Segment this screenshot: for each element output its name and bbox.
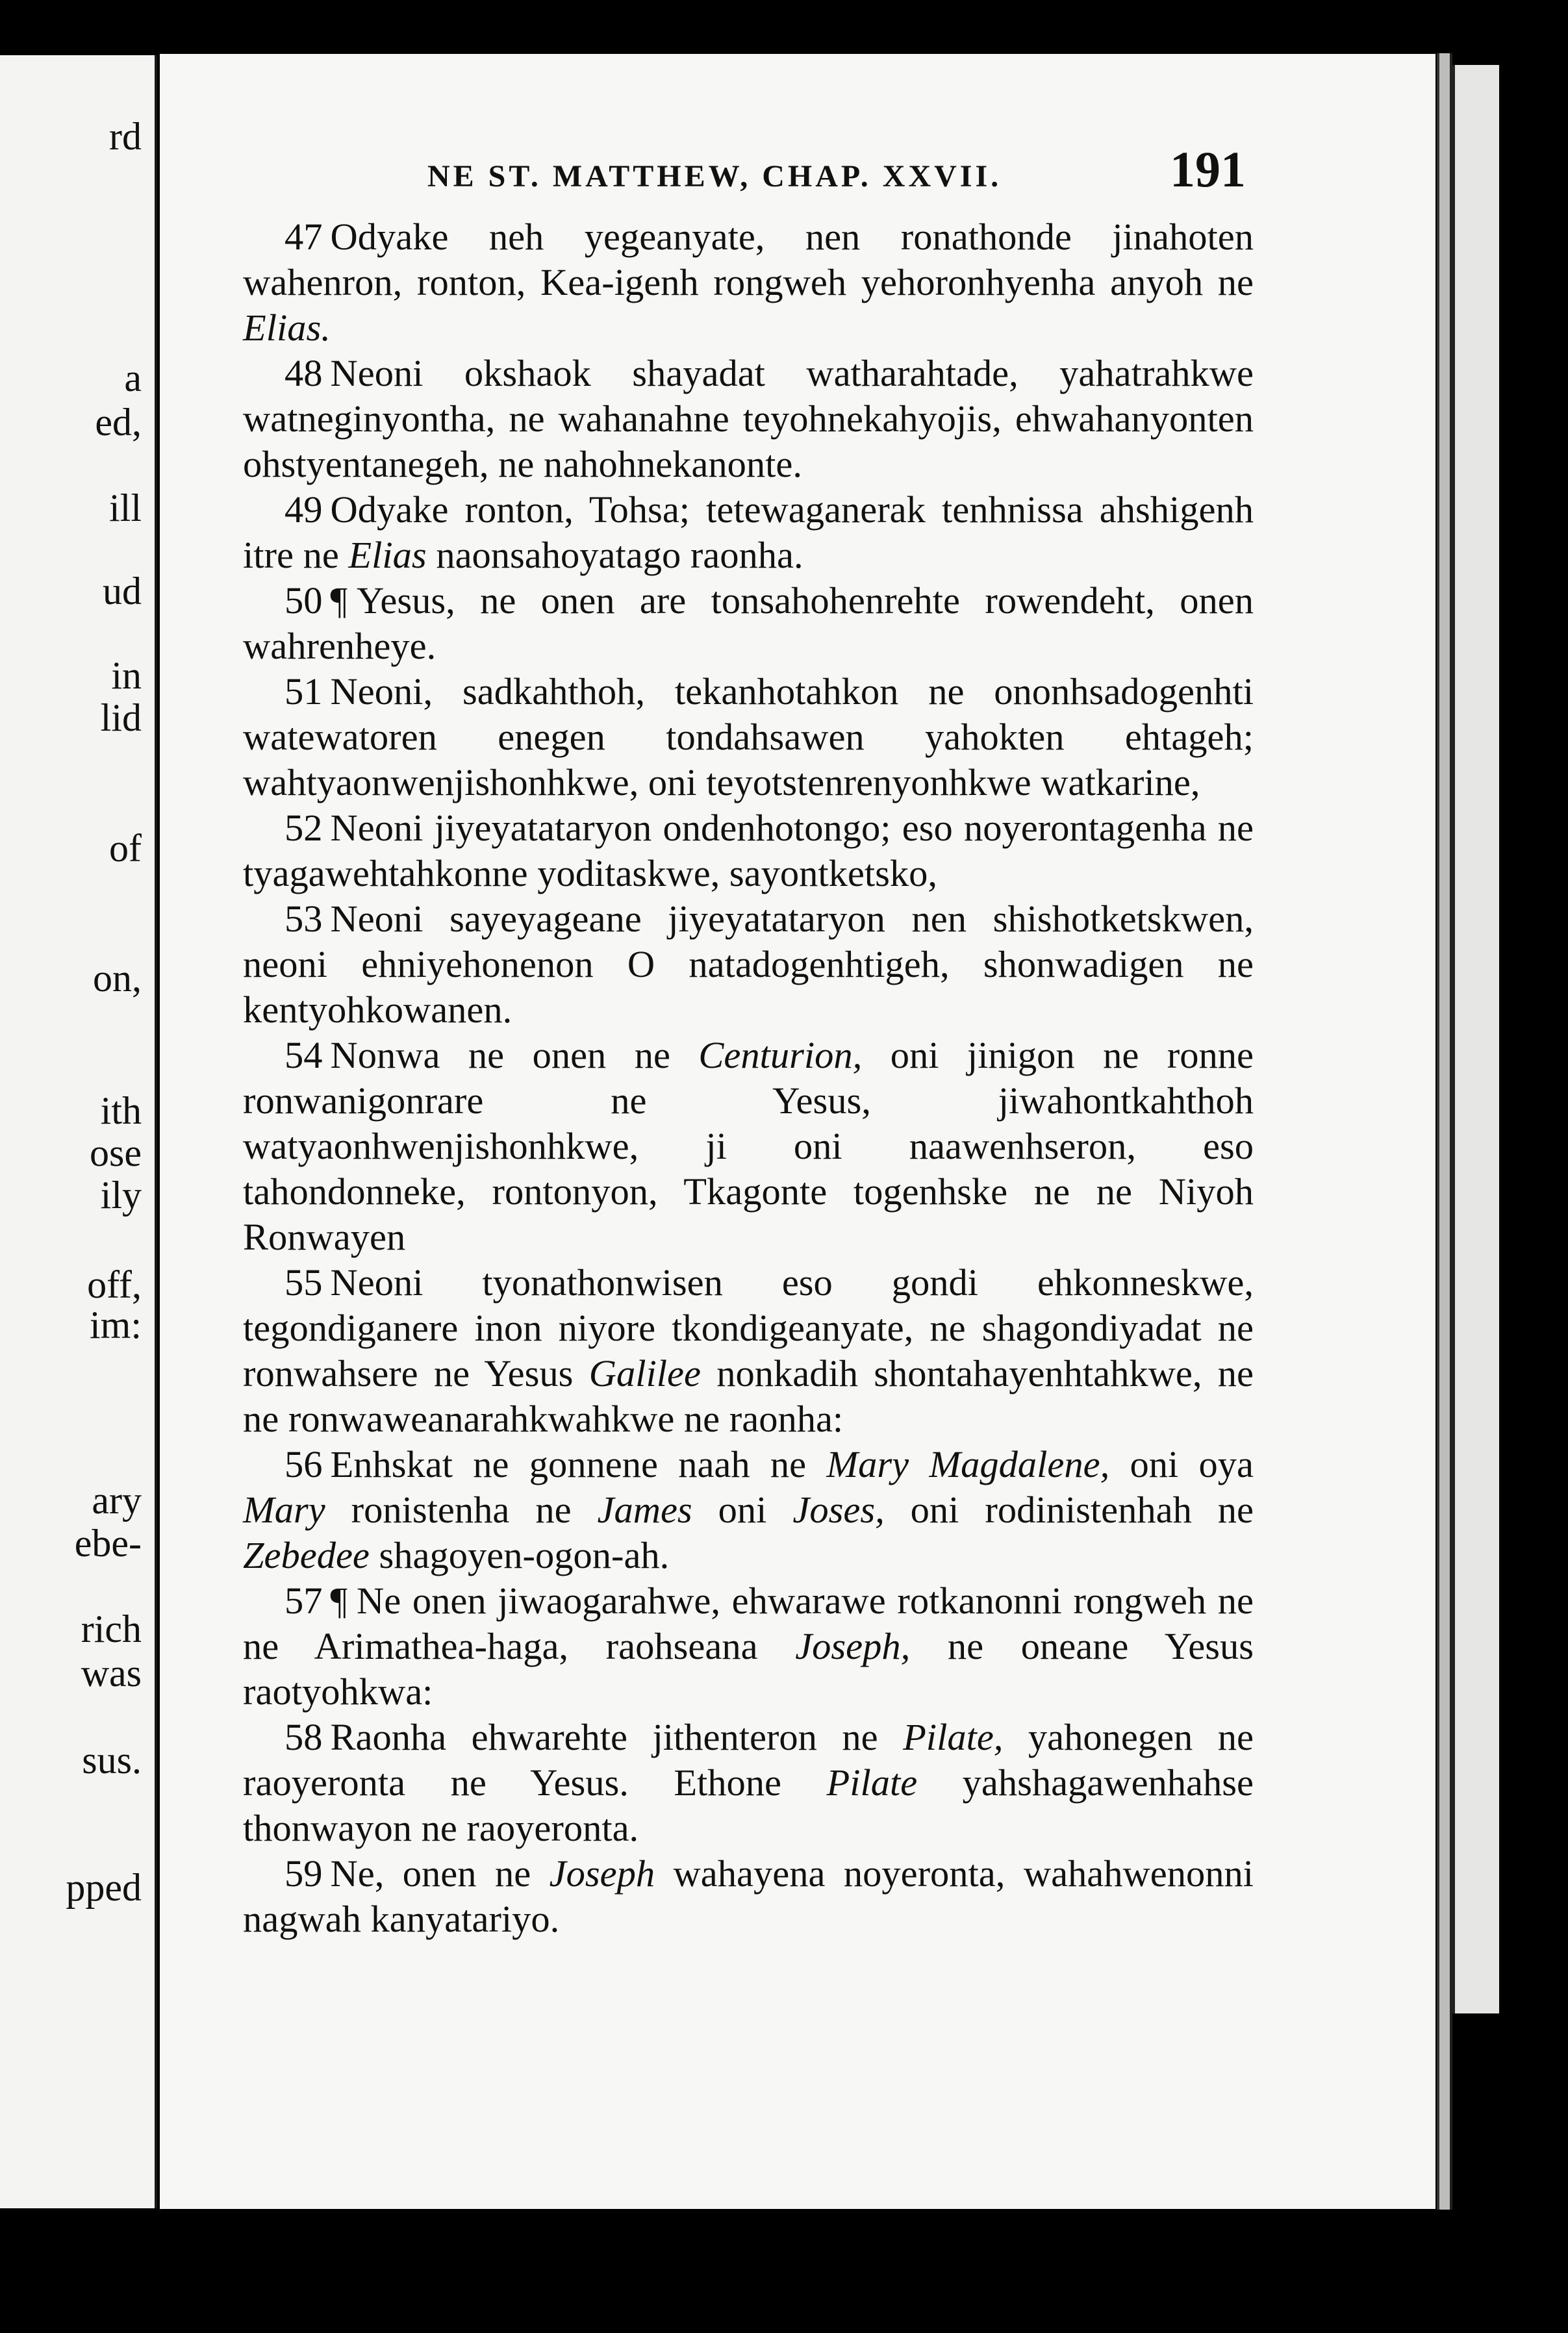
verse-number: 55 bbox=[285, 1261, 323, 1304]
left-page-text-fragment: sus. bbox=[82, 1739, 142, 1782]
verse-text: Enhskat ne gonnene naah ne bbox=[330, 1443, 827, 1485]
verse bbox=[243, 214, 1254, 351]
left-page-text-fragment: ary bbox=[92, 1479, 142, 1522]
verse-text: naonsahoyatago raonha. bbox=[426, 534, 803, 576]
verse-text: oni oya bbox=[1109, 1443, 1254, 1485]
verse-number: 48 bbox=[285, 352, 323, 394]
left-page-text-fragment: on, bbox=[93, 957, 142, 1000]
verse-text: wahayena noyeronta, wahahwenonni nagwah kanyatariyo. bbox=[243, 1852, 1254, 1940]
pilcrow-mark: ¶ bbox=[330, 1580, 348, 1622]
verse-text: Ne onen jiwaogarahwe, ehwarawe rotkanonni rongweh ne ne Arimathea-haga, raohseana bbox=[243, 1580, 1254, 1667]
verse-number: 57 bbox=[285, 1580, 323, 1622]
verse-text: Nonwa ne onen ne bbox=[330, 1034, 699, 1076]
verse-italic-name: Centurion, bbox=[698, 1034, 863, 1076]
verse-italic-name: Mary Magdalene, bbox=[826, 1443, 1110, 1485]
verse bbox=[243, 578, 1254, 669]
verse-italic-name: Joseph bbox=[549, 1852, 655, 1895]
verse-number: 51 bbox=[285, 670, 323, 713]
verse-italic-name: Elias. bbox=[243, 307, 331, 349]
verse bbox=[243, 896, 1254, 1033]
verse-number: 50 bbox=[285, 579, 323, 622]
verse-text: Neoni sayeyageane jiyeyatataryon nen shishotketskwen, neoni ehniyehonenon O natadogenhtigeh, shonwadigen ne kentyohkowanen. bbox=[243, 898, 1254, 1031]
verse-text: Yesus, ne onen are tonsahohenrehte rowendeht, onen wahrenheye. bbox=[243, 579, 1254, 667]
left-page-text-fragment: ily bbox=[100, 1174, 142, 1217]
page-number: 191 bbox=[1170, 141, 1246, 197]
left-page-text-fragment: ill bbox=[108, 486, 142, 529]
left-page-text-fragment: was bbox=[81, 1652, 142, 1695]
left-page-text-fragment: ebe- bbox=[74, 1522, 142, 1565]
verse-number: 54 bbox=[285, 1034, 323, 1076]
left-page-text-fragment: ith bbox=[100, 1089, 142, 1132]
verse-text: Neoni tyonathonwisen eso gondi ehkonneskwe, tegondiganere inon niyore tkondigeanyate, ne shagondiyadat ne ronwahsere ne Yesus bbox=[243, 1261, 1254, 1394]
verse-text: yahonegen ne raoyeronta ne Yesus. Ethone bbox=[243, 1716, 1254, 1804]
verse bbox=[243, 669, 1254, 805]
left-page-text-fragment: rd bbox=[109, 115, 142, 158]
verse-number: 59 bbox=[285, 1852, 323, 1895]
verse-text: ne oneane Yesus raotyohkwa: bbox=[243, 1625, 1254, 1713]
verse-italic-name: Zebedee bbox=[243, 1534, 370, 1576]
verse-number: 47 bbox=[285, 216, 323, 258]
verse-text: shagoyen-ogon-ah. bbox=[369, 1534, 670, 1576]
verse-text: Ne, onen ne bbox=[330, 1852, 550, 1895]
verse-text: nonkadih shontahayenhtahkwe, ne ne ronwaweanarahkwahkwe ne raonha: bbox=[243, 1352, 1254, 1440]
running-title: NE ST. MATTHEW, CHAP. XXVII. bbox=[427, 159, 1002, 194]
verse-text: oni jinigon ne ronne ronwanigonrare ne Yesus, jiwahontkahthoh watyaonhwenjishonhkwe, ji oni naawenhseron, eso tahondonneke, rontonyon, Tkagonte togenhske ne ne Niyoh Ronwayen bbox=[243, 1034, 1254, 1258]
verse-text: ronistenha ne bbox=[325, 1489, 598, 1531]
verse bbox=[243, 1578, 1254, 1715]
verse-italic-name: James bbox=[597, 1489, 692, 1531]
verse-text: Raonha ehwarehte jithenteron ne bbox=[330, 1716, 904, 1758]
verse-italic-name: Joseph, bbox=[795, 1625, 911, 1667]
verse-text: oni bbox=[692, 1489, 793, 1531]
verse-text: Neoni jiyeyatataryon ondenhotongo; eso noyerontagenha ne tyagawehtahkonne yoditaskwe, sayontketsko, bbox=[243, 807, 1254, 894]
verse-text-body bbox=[243, 214, 1254, 1942]
verse-italic-name: Pilate, bbox=[903, 1716, 1004, 1758]
pilcrow-mark: ¶ bbox=[330, 579, 348, 622]
verse-text: Odyake ronton, Tohsa; tetewaganerak tenhnissa ahshigenh itre ne bbox=[243, 488, 1254, 576]
left-page-text-fragment: im: bbox=[89, 1304, 142, 1346]
next-page-edge bbox=[1452, 65, 1499, 2013]
verse bbox=[243, 1260, 1254, 1442]
left-page-text-fragment: off, bbox=[87, 1263, 142, 1306]
verse-number: 49 bbox=[285, 488, 323, 531]
left-page-text-fragment: ose bbox=[90, 1131, 142, 1174]
verse bbox=[243, 805, 1254, 896]
verse-italic-name: Joses, bbox=[792, 1489, 885, 1531]
left-page-text-fragment: a bbox=[124, 357, 142, 399]
verse-number: 53 bbox=[285, 898, 323, 940]
left-page-text-fragment: pped bbox=[66, 1866, 142, 1909]
verse-number: 56 bbox=[285, 1443, 323, 1485]
left-page-text-fragment: in bbox=[111, 654, 142, 697]
verse-italic-name: Elias bbox=[348, 534, 427, 576]
left-page-text-fragment: ed, bbox=[95, 401, 142, 444]
verse-text: Neoni, sadkahthoh, tekanhotahkon ne ononhsadogenhti watewatoren enegen tondahsawen yahokten ehtageh; wahtyaonwenjishonhkwe, oni teyotstenrenyonhkwe watkarine, bbox=[243, 670, 1254, 803]
verse-italic-name: Pilate bbox=[826, 1761, 918, 1804]
previous-page-margin bbox=[0, 55, 157, 2208]
verse bbox=[243, 1715, 1254, 1851]
verse bbox=[243, 1442, 1254, 1578]
verse-italic-name: Mary bbox=[243, 1489, 325, 1531]
verse-text: Neoni okshaok shayadat watharahtade, yahatrahkwe watneginyontha, ne wahanahne teyohnekahyojis, ehwahanyonten ohstyentanegeh, ne nahohnekanonte. bbox=[243, 352, 1254, 485]
left-page-text-fragment: of bbox=[109, 827, 142, 870]
verse-text: yahshagawenhahse thonwayon ne raoyeronta. bbox=[243, 1761, 1254, 1849]
left-page-text-fragment: ud bbox=[103, 570, 142, 612]
book-spine-edge bbox=[1437, 53, 1452, 2210]
verse-number: 58 bbox=[285, 1716, 323, 1758]
verse bbox=[243, 1851, 1254, 1942]
left-page-text-fragment: lid bbox=[100, 696, 142, 739]
page-header bbox=[265, 140, 1265, 199]
left-page-text-fragment: rich bbox=[81, 1608, 142, 1650]
verse-italic-name: Galilee bbox=[588, 1352, 701, 1394]
verse-number: 52 bbox=[285, 807, 323, 849]
verse bbox=[243, 1033, 1254, 1260]
verse-text: Odyake neh yegeanyate, nen ronathonde jinahoten wahenron, ronton, Kea-igenh rongweh yehoronhyenha anyoh ne bbox=[243, 216, 1254, 303]
verse bbox=[243, 487, 1254, 578]
verse bbox=[243, 351, 1254, 487]
verse-text: oni rodinistenhah ne bbox=[884, 1489, 1254, 1531]
